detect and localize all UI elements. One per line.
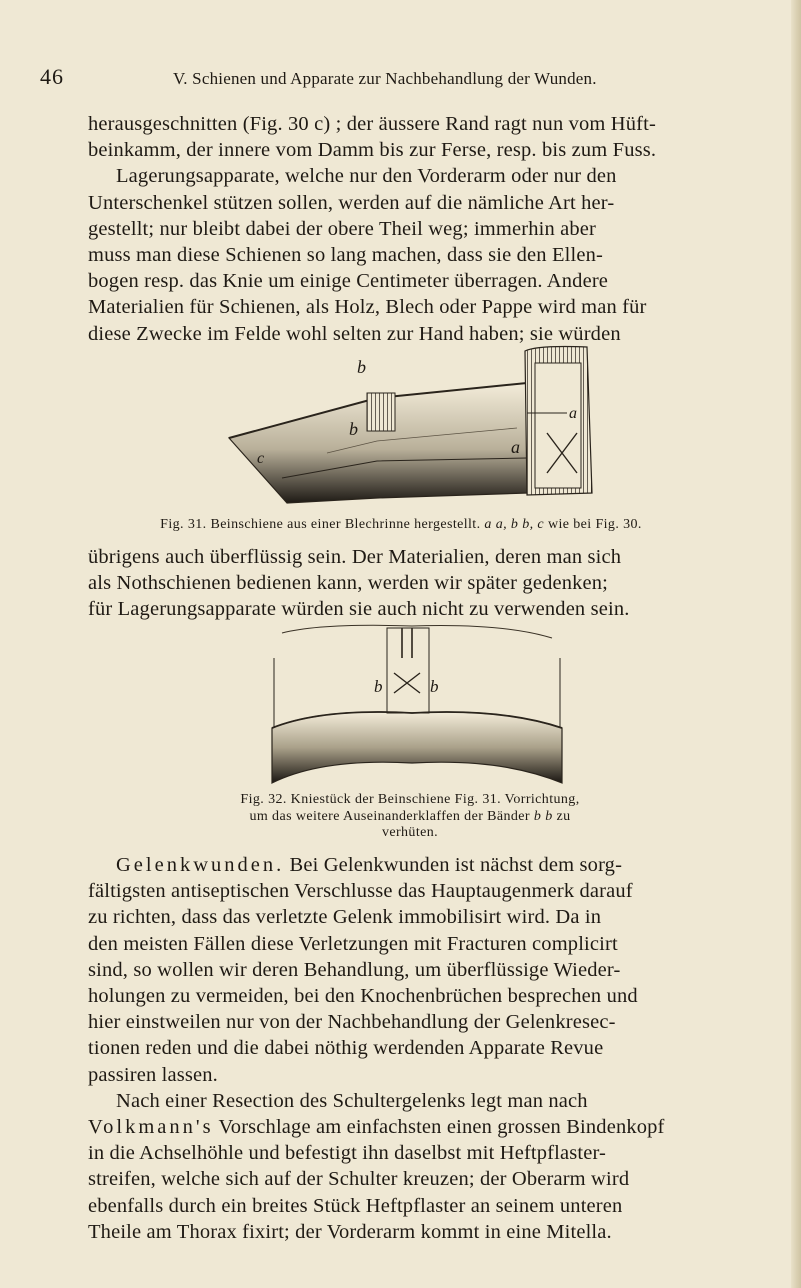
- text-line: [88, 852, 710, 878]
- text-line: holungen zu vermeiden, bei den Knochenbrüchen besprechen und: [88, 985, 638, 1008]
- figure-label-b: b: [349, 419, 358, 439]
- running-head: V. Schienen und Apparate zur Nachbehandlung der Wunden.: [173, 69, 597, 88]
- caption-italic: a a, b b, c: [484, 517, 545, 532]
- figure-label-a: a: [511, 437, 520, 457]
- figure-label-b: b: [430, 677, 439, 696]
- text-line: beinkamm, der innere vom Damm bis zur Ferse, resp. bis zum Fuss.: [88, 139, 657, 162]
- text-line: Theile am Thorax fixirt; der Vorderarm kommt in eine Mitella.: [88, 1220, 612, 1243]
- paragraph-block-1: [88, 111, 710, 347]
- figure-31-splint-illustration: [227, 343, 623, 513]
- caption-line: Fig. 32. Kniestück der Beinschiene Fig. 31. Vorrichtung,: [240, 792, 580, 807]
- text-line: herausgeschnitten (Fig. 30 c) ; der äussere Rand ragt nun vom Hüft-: [88, 113, 656, 135]
- caption-text: um das weitere Auseinanderklaffen der Bänder: [249, 808, 530, 824]
- caption-prefix: Fig. 31.: [160, 517, 207, 532]
- caption-suffix: wie bei Fig. 30.: [547, 517, 642, 532]
- author-name: Volkmann's: [88, 1116, 214, 1139]
- caption-text: zu: [556, 808, 571, 824]
- text-line: gestellt; nur bleibt dabei der obere Theil weg; immerhin aber: [88, 217, 597, 240]
- text-line: streifen, welche sich auf der Schulter kreuzen; der Oberarm wird: [88, 1168, 630, 1191]
- page-edge: [791, 0, 801, 1288]
- text-line: [88, 1114, 710, 1140]
- section-heading: Gelenkwunden.: [116, 854, 285, 876]
- text-line: Materialien für Schienen, als Holz, Blech oder Pappe wird man für: [88, 296, 647, 319]
- text-line: bogen resp. das Knie um einige Centimeter überragen. Andere: [88, 270, 609, 293]
- text-line: sind, so wollen wir deren Behandlung, um überflüssige Wieder-: [88, 958, 621, 981]
- figure-32-knee-piece-illustration: [262, 618, 568, 788]
- text-line: den meisten Fällen diese Verletzungen mit Fracturen complicirt: [88, 932, 618, 955]
- paragraph-block-3: [88, 852, 710, 1245]
- text-line: tionen reden und die dabei nöthig werdenden Apparate Revue: [88, 1037, 604, 1060]
- caption-italic: b b: [533, 808, 553, 824]
- text-line: Nach einer Resection des Schultergelenks legt man nach: [116, 1089, 588, 1112]
- text-run: Bei Gelenkwunden ist nächst dem sorg-: [284, 854, 623, 876]
- figure-32-caption: [200, 792, 620, 842]
- page-number: 46: [40, 64, 64, 89]
- text-line: hier einstweilen nur von der Nachbehandlung der Gelenkresec-: [88, 1011, 616, 1034]
- text-line: diese Zwecke im Felde wohl selten zur Hand haben; sie würden: [88, 322, 621, 345]
- text-line: zu richten, dass das verletzte Gelenk immobilisirt wird. Da in: [88, 906, 602, 929]
- figure-31-caption: [96, 517, 706, 534]
- text-line: als Nothschienen bedienen kann, werden wir später gedenken;: [88, 572, 609, 595]
- paragraph-block-2: [88, 544, 710, 623]
- caption-line: [200, 809, 620, 826]
- page-header: [40, 64, 680, 92]
- text-line: ebenfalls durch ein breites Stück Heftpflaster an seinem unteren: [88, 1194, 623, 1217]
- text-line: Unterschenkel stützen sollen, werden auf die nämliche Art her-: [88, 191, 615, 214]
- text-line: für Lagerungsapparate würden sie auch nicht zu verwenden sein.: [88, 598, 630, 621]
- text-line: muss man diese Schienen so lang machen, dass sie den Ellen-: [88, 244, 603, 267]
- text-line: in die Achselhöhle und befestigt ihn daselbst mit Heftpflaster-: [88, 1142, 607, 1165]
- figure-label-a: a: [569, 405, 577, 422]
- text-line: übrigens auch überflüssig sein. Der Materialien, deren man sich: [88, 546, 622, 568]
- figure-label-b: b: [374, 677, 383, 696]
- caption-line: verhüten.: [381, 825, 439, 840]
- caption-text: Beinschiene aus einer Blechrinne hergestellt.: [210, 517, 481, 532]
- text-line: fältigsten antiseptischen Verschlusse das Hauptaugenmerk darauf: [88, 880, 633, 903]
- figure-label-b: b: [357, 357, 366, 377]
- figure-label-c: c: [257, 450, 265, 467]
- text-line: passiren lassen.: [88, 1063, 218, 1086]
- text-run: Vorschlage am einfachsten einen grossen Bindenkopf: [213, 1116, 665, 1139]
- text-line: Lagerungsapparate, welche nur den Vorderarm oder nur den: [116, 165, 617, 188]
